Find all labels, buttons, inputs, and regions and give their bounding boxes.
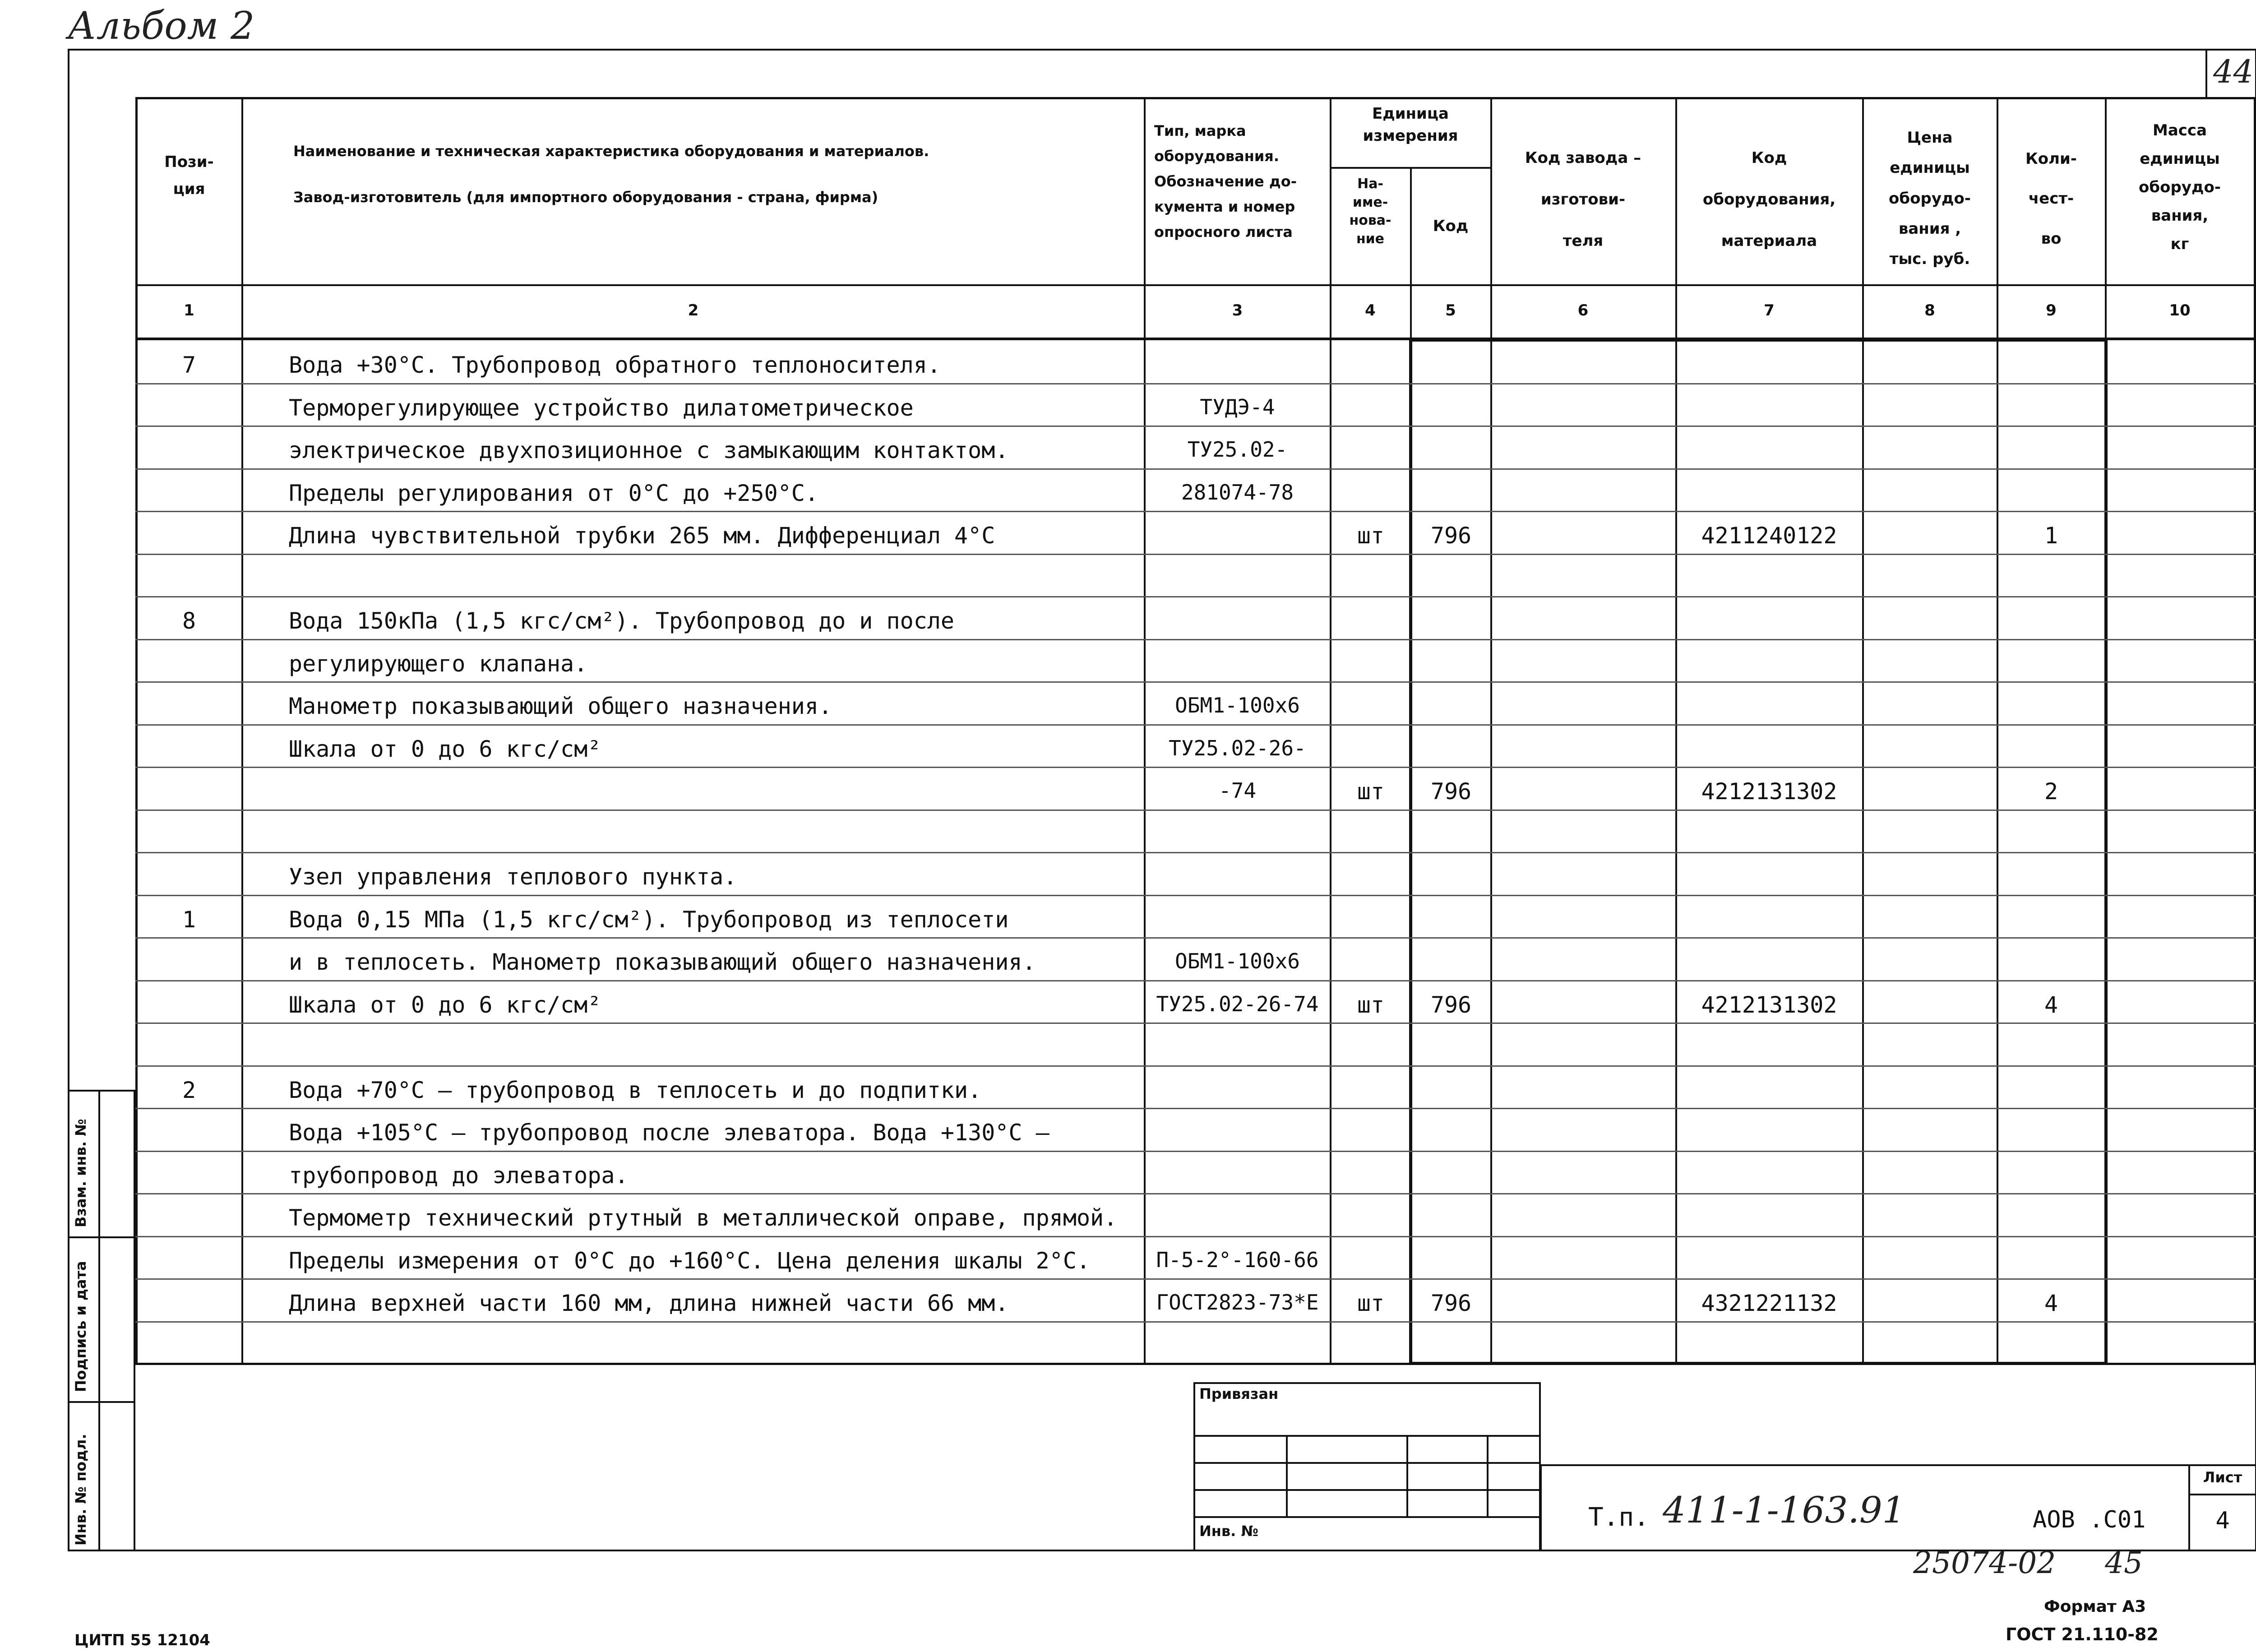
table-cell-type: ТУ25.02-: [1187, 437, 1288, 462]
col-line: [1144, 97, 1146, 1365]
table-cell-type: ТУ25.02-26-74: [1156, 992, 1319, 1016]
colnum-6: 6: [1577, 301, 1589, 319]
table-cell-name: Вода +105°С – трубопровод после элеватора. Вода +130°С –: [289, 1120, 1049, 1146]
table-cell-type: ТУ25.02-26-: [1169, 736, 1306, 760]
header-factory: Код завода – изготови- теля: [1525, 149, 1641, 250]
colnum-2: 2: [688, 301, 699, 319]
row-divider: [135, 724, 2256, 726]
stamp-vline: [1286, 1435, 1288, 1516]
table-cell-unit: шт: [1357, 992, 1385, 1018]
row-divider: [135, 895, 2256, 896]
stamp-line: [1193, 1489, 1541, 1491]
table-cell-type: 281074-78: [1181, 480, 1294, 504]
row-divider: [135, 852, 2256, 853]
row-divider: [135, 639, 2256, 640]
row-divider: [135, 1151, 2256, 1152]
row-divider: [135, 426, 2256, 427]
colnum-4: 4: [1365, 301, 1376, 319]
table-cell-name: Вода 150кПа (1,5 кгс/см²). Трубопровод до и после: [289, 608, 955, 634]
table-cell-name: Узел управления теплового пункта.: [289, 864, 737, 890]
table-cell-equip: 4321221132: [1701, 1290, 1837, 1316]
table-cell-name: Вода 0,15 МПа (1,5 кгс/см²). Трубопровод из теплосети: [289, 907, 1009, 933]
privyazan-label: Привязан: [1199, 1385, 1279, 1402]
table-cell-code: 796: [1430, 523, 1472, 549]
row-divider: [135, 980, 2256, 981]
row-divider: [135, 1236, 2256, 1237]
table-cell-name: Термометр технический ртутный в металлической оправе, прямой.: [289, 1205, 1118, 1231]
table-cell-name: Манометр показывающий общего назначения.: [289, 693, 832, 719]
side-inv: Инв. № подл.: [72, 1434, 89, 1546]
table-cell-code: 796: [1430, 778, 1472, 805]
header-equip-code: Код оборудования, материала: [1702, 149, 1836, 250]
cntp-label: ЦИТП 55 12104: [74, 1631, 210, 1649]
table-cell-name: Вода +70°С – трубопровод в теплосеть и до подпитки.: [289, 1077, 982, 1103]
row-divider: [135, 468, 2256, 470]
stamp-vline: [1406, 1435, 1408, 1516]
row-divider: [135, 937, 2256, 939]
stamp-line: [1193, 1462, 1541, 1464]
table-cell-code: 796: [1430, 1290, 1472, 1316]
table-cell-type: ОБМ1-100х6: [1175, 693, 1300, 717]
side-podpis: Подпись и дата: [72, 1261, 89, 1392]
table-cell-qty: 1: [2044, 523, 2058, 549]
table-cell-name: Шкала от 0 до 6 кгс/см²: [289, 736, 601, 762]
colnum-8: 8: [1924, 301, 1935, 319]
header-name: Наименование и техническая характеристика оборудования и материалов. Завод-изготовитель (для импортного оборудования - страна, фирма): [293, 143, 929, 206]
table-cell-name: Вода +30°С. Трубопровод обратного теплоносителя.: [289, 352, 941, 378]
stamp-vline: [1487, 1435, 1489, 1516]
side-stamp-divider: [98, 1090, 100, 1551]
header-type: Тип, марка оборудования. Обозначение до- кумента и номер опросного листа: [1154, 122, 1297, 241]
sheet-corner-box: [2205, 49, 2256, 99]
table-cell-name: регулирующего клапана.: [289, 651, 588, 677]
table-cell-equip: 4212131302: [1701, 778, 1837, 805]
table-cell-pos: 1: [182, 907, 196, 933]
handwritten-page: 45: [2105, 1546, 2143, 1580]
tp-label: Т.п.: [1588, 1503, 1649, 1532]
unit-split-line: [1330, 167, 1490, 169]
table-cell-name: Шкала от 0 до 6 кгс/см²: [289, 992, 601, 1018]
side-vzam: Взам. инв. №: [72, 1119, 89, 1227]
table-cell-qty: 4: [2044, 992, 2058, 1018]
list-box-sep: [2188, 1494, 2256, 1495]
colnum-9: 9: [2046, 301, 2057, 319]
header-unit-code: Код: [1433, 217, 1469, 235]
header-price: Цена единицы оборудо- вания , тыс. руб.: [1889, 129, 1971, 268]
table-cell-unit: шт: [1357, 778, 1385, 805]
table-cell-unit: шт: [1357, 1290, 1385, 1316]
row-divider: [135, 1108, 2256, 1109]
row-divider: [135, 596, 2256, 597]
colnum-1: 1: [184, 301, 194, 319]
row-divider: [135, 767, 2256, 768]
sheet-number-top: 44: [2213, 53, 2254, 90]
table-cell-type: ОБМ1-100х6: [1175, 949, 1300, 973]
row-divider: [135, 1023, 2256, 1024]
table-cell-name: Пределы регулирования от 0°С до +250°С.: [289, 480, 818, 506]
list-label: Лист: [2203, 1469, 2242, 1486]
row-divider: [135, 810, 2256, 811]
gost-label: ГОСТ 21.110-82: [2006, 1624, 2159, 1644]
table-cell-name: Пределы измерения от 0°С до +160°С. Цена деления шкалы 2°С.: [289, 1248, 1091, 1274]
table-cell-name: электрическое двухпозиционное с замыкающим контактом.: [289, 437, 1009, 463]
table-cell-pos: 7: [182, 352, 196, 378]
colnum-5: 5: [1445, 301, 1456, 319]
doc-code: АОВ .С01: [2033, 1506, 2146, 1533]
handwritten-doc-number: 25074-02: [1913, 1546, 2056, 1580]
table-cell-name: трубопровод до элеватора.: [289, 1162, 629, 1189]
table-cell-name: Длина верхней части 160 мм, длина нижней части 66 мм.: [289, 1290, 1009, 1316]
table-cell-unit: шт: [1357, 523, 1385, 549]
list-number: 4: [2215, 1507, 2230, 1534]
format-label: Формат А3: [2044, 1597, 2146, 1616]
table-cell-qty: 4: [2044, 1290, 2058, 1316]
table-cell-qty: 2: [2044, 778, 2058, 805]
table-cell-name: и в теплосеть. Манометр показывающий общего назначения.: [289, 949, 1036, 975]
table-cell-name: Терморегулирующее устройство дилатометрическое: [289, 395, 914, 421]
row-divider: [135, 383, 2256, 384]
table-cell-equip: 4211240122: [1701, 523, 1837, 549]
header-unit-name: На- име- нова- ние: [1349, 176, 1392, 247]
stamp-line: [1193, 1435, 1541, 1437]
tp-number: 411-1-163.91: [1663, 1489, 1905, 1531]
header-qty: Коли- чест- во: [2025, 150, 2077, 248]
row-divider: [135, 681, 2256, 683]
table-cell-name: Длина чувствительной трубки 265 мм. Дифференциал 4°С: [289, 523, 995, 549]
stamp-line: [1193, 1516, 1541, 1518]
col-line: [1330, 97, 1331, 1365]
colnum-bottom-line: [135, 338, 2256, 340]
row-divider: [135, 554, 2256, 555]
side-stamp-sep: [68, 1401, 135, 1403]
table-cell-equip: 4212131302: [1701, 992, 1837, 1018]
colnum-10: 10: [2169, 301, 2191, 319]
col-line: [241, 97, 243, 1365]
colnum-7: 7: [1764, 301, 1775, 319]
row-divider: [135, 1321, 2256, 1323]
table-cell-pos: 2: [182, 1077, 196, 1103]
side-stamp-sep: [68, 1236, 135, 1238]
header-pos: Пози- ция: [164, 153, 214, 198]
inv-no-label: Инв. №: [1199, 1522, 1258, 1540]
table-cell-type: ТУДЭ-4: [1200, 395, 1275, 419]
header-bottom-line: [135, 284, 2256, 286]
row-divider: [135, 1193, 2256, 1194]
header-unit-group: Единица измерения: [1363, 105, 1458, 145]
col-line: [2254, 97, 2256, 1365]
colnum-3: 3: [1232, 301, 1243, 319]
table-cell-pos: 8: [182, 608, 196, 634]
table-cell-code: 796: [1430, 992, 1472, 1018]
row-divider: [135, 1065, 2256, 1067]
header-mass: Масса единицы оборудо- вания, кг: [2139, 121, 2221, 253]
row-divider: [135, 511, 2256, 512]
row-divider: [135, 1278, 2256, 1280]
table-cell-type: ГОСТ2823-73*Е: [1156, 1290, 1319, 1314]
table-cell-type: -74: [1218, 778, 1257, 803]
table-cell-type: П-5-2°-160-66: [1156, 1248, 1319, 1272]
album-label: Альбом 2: [68, 4, 255, 48]
